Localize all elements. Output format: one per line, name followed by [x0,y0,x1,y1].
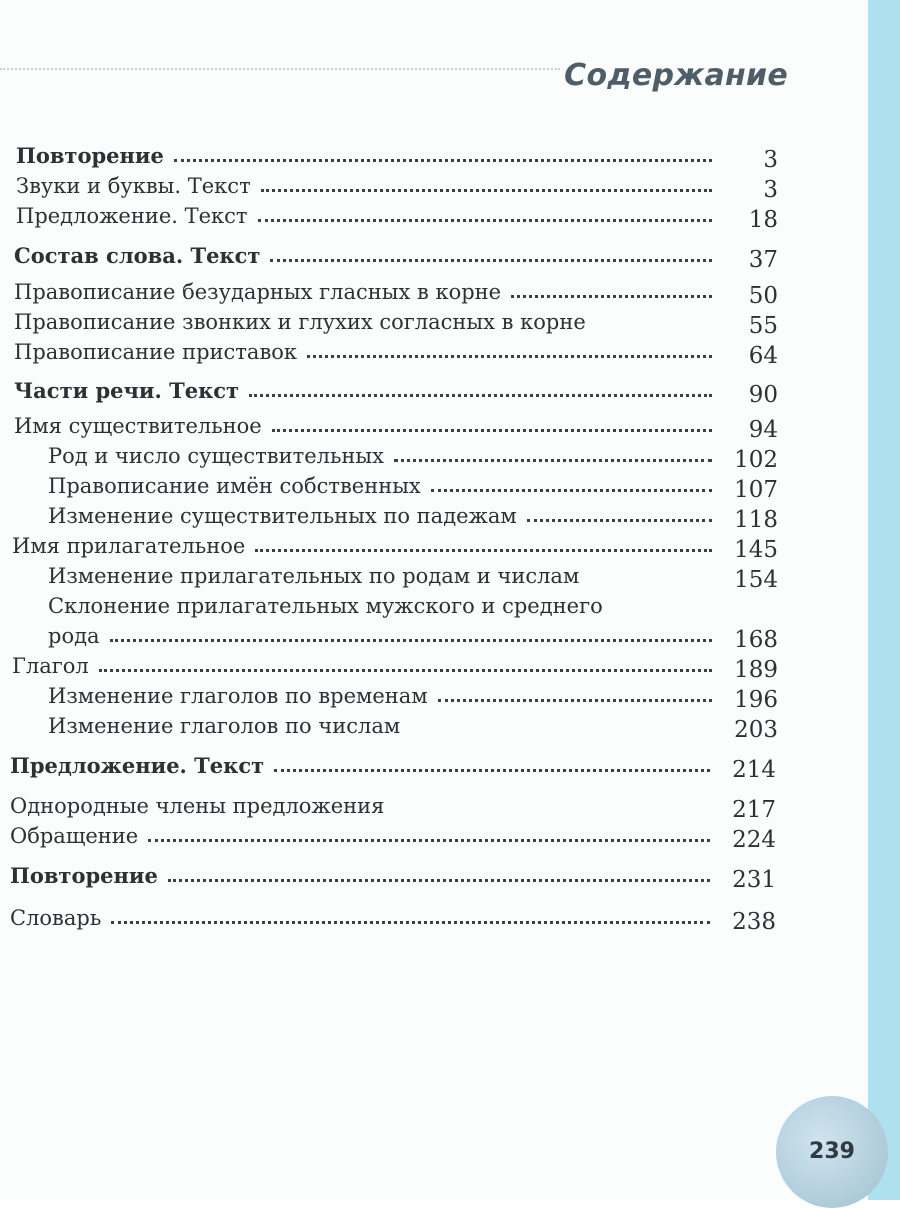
entry-page: 18 [748,207,778,233]
entry-title: Словарь [10,906,102,930]
toc-section-entry[interactable] [14,375,778,408]
toc-entry[interactable] [14,336,778,369]
entry-title: Имя прилагательное [12,534,246,558]
entry-title: Глагол [12,654,89,678]
entry-page: 3 [763,177,778,203]
dot-leader [174,159,712,162]
toc-subentry-continuation[interactable] [48,620,778,653]
entry-title: Правописание звонких и глухих согласных в корне [14,310,586,334]
toc-entry[interactable] [12,650,778,683]
toc-subentry[interactable] [48,470,778,503]
entry-page: 238 [732,909,776,935]
dot-leader [431,489,712,492]
entry-page: 224 [732,827,776,853]
entry-title: Изменение существительных по падежам [48,504,517,528]
toc-section-entry[interactable] [10,750,776,783]
entry-page: 55 [748,313,778,339]
toc-entry[interactable] [10,902,776,935]
entry-page: 168 [734,627,778,653]
entry-title: Склонение прилагательных мужского и среднего [48,594,603,618]
dot-leader [272,429,712,432]
dot-leader [249,394,712,397]
dot-leader [270,259,712,262]
dot-leader [274,769,710,772]
toc-entry[interactable] [12,530,778,563]
entry-page: 214 [732,757,776,783]
toc-subentry[interactable] [48,560,778,593]
entry-title: Правописание приставок [14,340,298,364]
entry-page: 154 [734,567,778,593]
entry-title: Имя существительное [14,414,262,438]
entry-page: 145 [734,537,778,563]
toc-subentry[interactable] [48,680,778,713]
entry-title: Изменение прилагательных по родам и числам [48,564,580,588]
dot-leader [258,219,712,222]
entry-title: Предложение. Текст [16,204,248,228]
entry-title: Род и число существительных [48,444,384,468]
entry-page: 118 [734,507,778,533]
entry-page: 50 [748,283,778,309]
entry-page: 102 [734,447,778,473]
dot-leader [307,355,712,358]
toc-section-entry[interactable] [14,240,778,273]
entry-title: рода [48,624,100,648]
page-number: 239 [809,1139,855,1164]
dot-leader [261,189,712,192]
toc-section-entry[interactable] [16,140,778,173]
dot-leader [111,921,710,924]
entry-title: Правописание безударных гласных в корне [14,280,502,304]
dot-leader [438,699,712,702]
dot-leader [168,879,710,882]
toc-entry[interactable] [16,170,778,203]
entry-page: 231 [732,867,776,893]
page-number-badge [776,1096,888,1208]
entry-title: Повторение [16,143,164,168]
dot-leader [394,459,712,462]
entry-title: Части речи. Текст [14,378,240,403]
entry-title: Состав слова. Текст [14,243,261,268]
entry-title: Правописание имён собственных [48,474,421,498]
entry-page: 107 [734,477,778,503]
toc-entry[interactable] [14,276,778,309]
dot-leader [148,839,710,842]
entry-title: Звуки и буквы. Текст [16,174,251,198]
entry-title: Изменение глаголов по временам [48,684,428,708]
entry-title: Однородные члены предложения [10,794,385,818]
entry-title: Изменение глаголов по числам [48,714,401,738]
entry-title: Повторение [10,863,158,888]
entry-page: 3 [763,147,778,173]
toc-subentry[interactable] [48,440,778,473]
entry-page: 37 [748,247,778,273]
toc-subentry[interactable] [48,710,778,743]
toc-entry[interactable] [10,820,776,853]
toc-entry[interactable] [10,790,776,823]
dot-leader [255,549,712,552]
side-color-strip [868,0,900,1200]
page-title: Содержание [564,58,788,93]
entry-page: 196 [734,687,778,713]
entry-page: 203 [734,717,778,743]
entry-title: Предложение. Текст [10,753,265,778]
dot-leader [527,519,712,522]
entry-page: 94 [748,417,778,443]
toc-subentry[interactable] [48,590,778,620]
toc-entry[interactable] [14,410,778,443]
toc-entry[interactable] [14,306,778,339]
dot-leader [110,639,712,642]
entry-page: 90 [748,382,778,408]
toc-entry[interactable] [16,200,778,233]
entry-title: Обращение [10,824,139,848]
toc-subentry[interactable] [48,500,778,533]
dot-leader [99,669,712,672]
entry-page: 189 [734,657,778,683]
entry-page: 217 [732,797,776,823]
entry-page: 64 [748,343,778,369]
dot-leader [511,295,712,298]
toc-section-entry[interactable] [10,860,776,893]
